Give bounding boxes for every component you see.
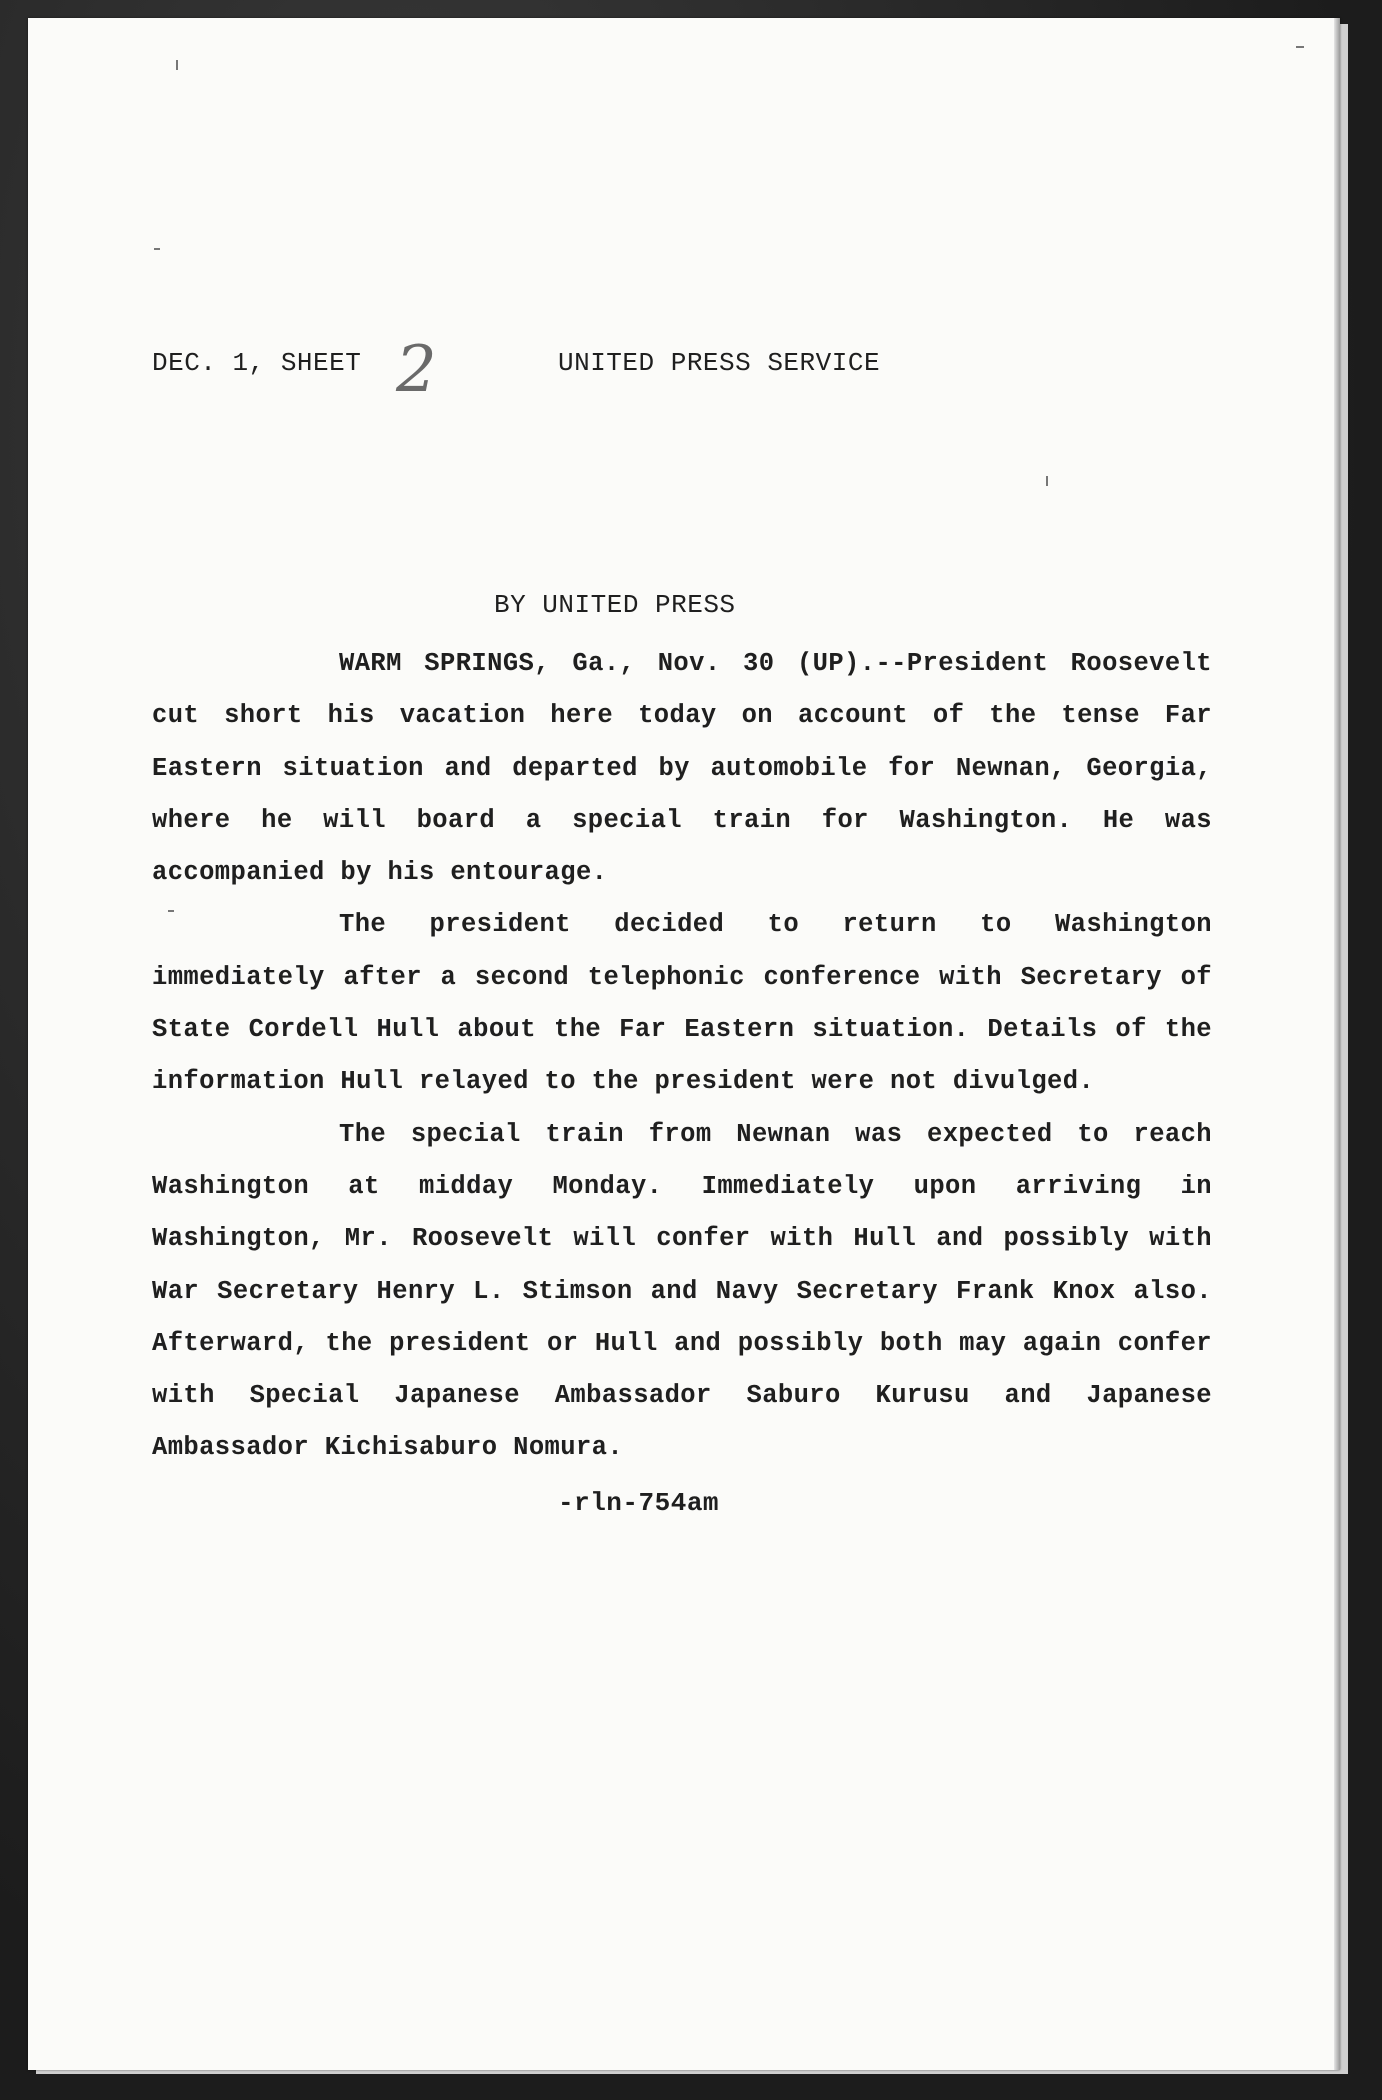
article-paragraph-2: The president decided to return to Washington immediately after a second telephonic conference with Secretary of State Cordell Hull about the Far Eastern situation. Details of the information Hull relayed to the president were not divulged.	[152, 910, 1212, 1097]
dateline-header	[152, 348, 361, 378]
service-name: UNITED PRESS SERVICE	[558, 348, 881, 378]
header-sheet-label: SHEET	[280, 348, 362, 378]
scan-speck	[176, 60, 178, 70]
article-paragraph-3: The special train from Newnan was expected to reach Washington at midday Monday. Immediately upon arriving in Washington, Mr. Roosevelt will confer with Hull and possibly with War Secretary Henry L. Stimson and Navy Secretary Frank Knox also. Afterward, the president or Hull and possibly both may again confer with Special Japanese Ambassador Saburo Kurusu and Japanese Ambassador Kichisaburo Nomura.	[152, 1119, 1212, 1463]
scan-speck	[1046, 476, 1048, 486]
byline: BY UNITED PRESS	[494, 590, 736, 620]
article-paragraph-1: WARM SPRINGS, Ga., Nov. 30 (UP).--President Roosevelt cut short his vacation here today on account of the tense Far Eastern situation and departed by automobile for Newnan, Georgia, where he will board a special train for Washington. He was accompanied by his entourage.	[152, 649, 1212, 888]
typed-page	[28, 18, 1340, 2070]
page-edge	[1334, 18, 1340, 2070]
signoff: -rln-754am	[558, 1488, 720, 1518]
header-date: DEC. 1,	[152, 348, 265, 378]
scan-speck	[154, 248, 160, 250]
article-body	[152, 638, 1212, 1475]
scan-speck	[1296, 46, 1304, 48]
scan-speck	[168, 910, 174, 912]
handwritten-sheet-number: 2	[396, 333, 437, 407]
